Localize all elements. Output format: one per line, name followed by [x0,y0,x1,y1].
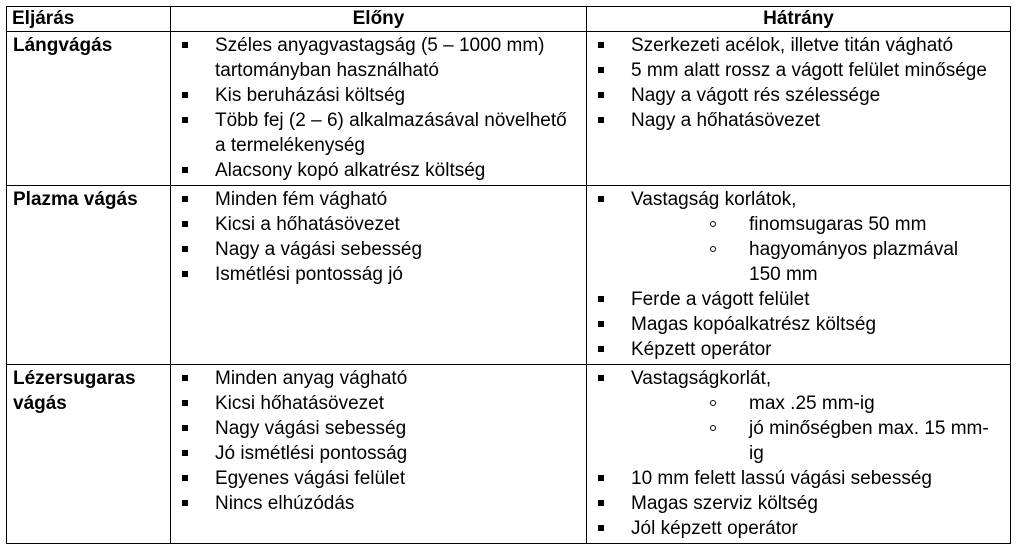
square-bullet-icon [182,375,188,381]
cons-cell [587,32,1011,186]
list-item-text: Egyenes vágási felület [215,468,406,489]
list-item [587,83,1010,108]
sub-list-item [631,237,1002,287]
square-bullet-icon [598,67,604,73]
list-item-text: Nagy a hőhatásövezet [631,110,821,131]
header-row [7,7,1011,32]
list-item-text: Magas kopóalkatrész költség [631,314,877,335]
list-item-text: Kis beruházási költség [215,85,406,106]
list-item [171,33,586,83]
square-bullet-icon [182,271,188,277]
square-bullet-icon [598,375,604,381]
square-bullet-icon [182,42,188,48]
list-item-text: Képzett operátor [631,339,772,360]
square-bullet-icon [598,500,604,506]
square-bullet-icon [598,525,604,531]
comparison-table [6,6,1011,544]
list-item-text: 5 mm alatt rossz a vágott felület minősége [631,60,987,81]
list-item [171,212,586,237]
circle-bullet-icon [710,400,716,406]
list-item [587,108,1010,133]
sub-list [631,212,1002,287]
square-bullet-icon [598,296,604,302]
list-item [587,491,1010,516]
table-row [7,32,1011,186]
cons-list [587,32,1010,135]
method-cell: Plazma vágás [7,186,171,365]
list-item [587,516,1010,541]
list-item-text: 10 mm felett lassú vágási sebesség [631,468,932,489]
square-bullet-icon [182,92,188,98]
sub-list [631,391,1002,466]
list-item-text: Kicsi a hőhatásövezet [215,214,400,235]
list-item [171,491,586,516]
sub-list-item [631,212,1002,237]
list-item-text: Nagy vágási sebesség [215,418,407,439]
square-bullet-icon [182,450,188,456]
sub-list-item-text: jó minőségben max. 15 mm-ig [749,418,989,464]
sub-list-item [631,391,1002,416]
square-bullet-icon [598,321,604,327]
square-bullet-icon [182,400,188,406]
list-item-text: Vastagság korlátok, [631,189,797,210]
table-row [7,186,1011,365]
method-cell: Lángvágás [7,32,171,186]
square-bullet-icon [182,500,188,506]
cons-cell [587,365,1011,544]
list-item-text: Magas szerviz költség [631,493,818,514]
pros-list [171,365,586,518]
circle-bullet-icon [710,246,716,252]
table-row [7,365,1011,544]
list-item [587,366,1010,466]
square-bullet-icon [182,221,188,227]
list-item [587,466,1010,491]
pros-list [171,32,586,185]
list-item-text: Jó ismétlési pontosság [215,443,408,464]
list-item-text: Ismétlési pontosság jó [215,264,403,285]
list-item [171,391,586,416]
list-item [171,416,586,441]
list-item-text: Nagy a vágási sebesség [215,239,423,260]
pros-cell [171,365,587,544]
sub-list-item [631,416,1002,466]
square-bullet-icon [598,346,604,352]
cons-list [587,186,1010,364]
square-bullet-icon [598,42,604,48]
list-item-text: Kicsi hőhatásövezet [215,393,384,414]
pros-cell [171,32,587,186]
list-item-text: Alacsony kopó alkatrész költség [215,160,486,181]
list-item-text: Ferde a vágott felület [631,289,810,310]
pros-list [171,186,586,289]
list-item-text: Minden fém vágható [215,189,388,210]
list-item [171,237,586,262]
list-item [171,83,586,108]
pros-cell [171,186,587,365]
header-cons: Hátrány [587,7,1011,32]
list-item [587,312,1010,337]
square-bullet-icon [182,196,188,202]
list-item [171,108,586,158]
list-item-text: Több fej (2 – 6) alkalmazásával növelhető a termelékenység [215,110,567,156]
sub-list-item-text: finomsugaras 50 mm [749,214,927,235]
list-item-text: Jól képzett operátor [631,518,798,539]
square-bullet-icon [182,117,188,123]
list-item-text: Szerkezeti acélok, illetve titán vágható [631,35,954,56]
list-item [587,33,1010,58]
header-method: Eljárás [7,7,171,32]
square-bullet-icon [598,196,604,202]
list-item [587,337,1010,362]
square-bullet-icon [182,425,188,431]
table-body [7,32,1011,544]
list-item-text: Széles anyagvastagság (5 – 1000 mm) tartományban használható [215,35,545,81]
list-item [171,366,586,391]
list-item [171,262,586,287]
square-bullet-icon [598,117,604,123]
header-pros: Előny [171,7,587,32]
list-item-text: Minden anyag vágható [215,368,408,389]
list-item [587,287,1010,312]
square-bullet-icon [598,475,604,481]
square-bullet-icon [182,475,188,481]
cons-cell [587,186,1011,365]
list-item [587,187,1010,287]
list-item [171,441,586,466]
list-item [171,466,586,491]
list-item [171,158,586,183]
sub-list-item-text: hagyományos plazmával 150 mm [749,239,959,285]
list-item-text: Nagy a vágott rés szélessége [631,85,881,106]
list-item-text: Nincs elhúzódás [215,493,355,514]
square-bullet-icon [182,167,188,173]
cons-list [587,365,1010,543]
list-item-text: Vastagságkorlát, [631,368,772,389]
method-cell: Lézersugaras vágás [7,365,171,544]
sub-list-item-text: max .25 mm-ig [749,393,875,414]
list-item [587,58,1010,83]
list-item [171,187,586,212]
circle-bullet-icon [710,221,716,227]
circle-bullet-icon [710,425,716,431]
square-bullet-icon [598,92,604,98]
square-bullet-icon [182,246,188,252]
